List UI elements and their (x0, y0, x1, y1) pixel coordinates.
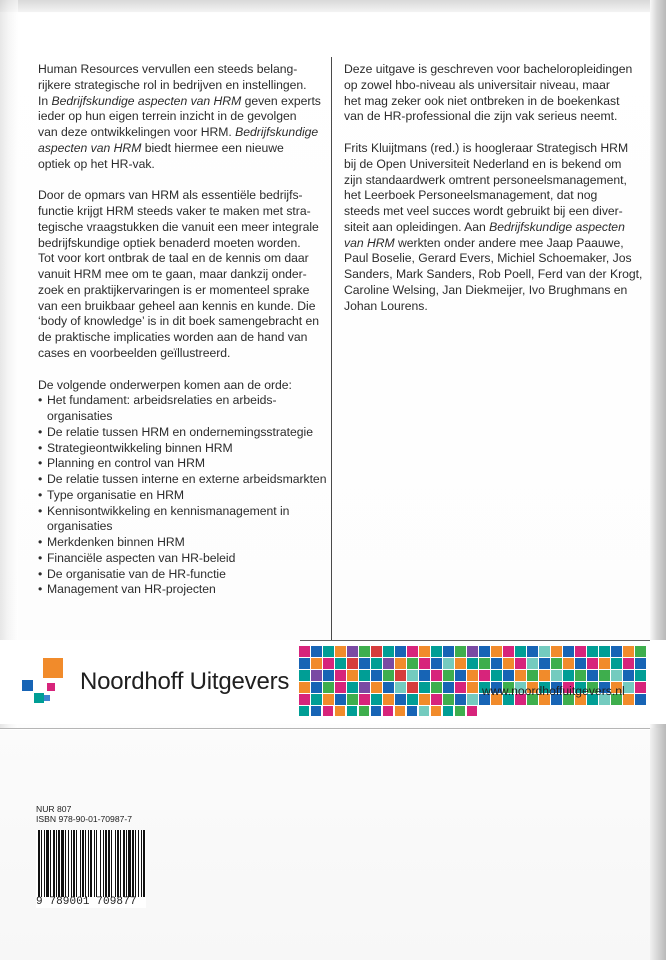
mosaic-square (479, 670, 490, 681)
mosaic-square (335, 646, 346, 657)
mosaic-square (635, 646, 646, 657)
barcode-bar (126, 830, 127, 897)
mosaic-square (455, 658, 466, 669)
mosaic-square (359, 670, 370, 681)
barcode-bar (94, 830, 95, 897)
mosaic-square (335, 682, 346, 693)
topic-line: organisaties (47, 409, 113, 423)
mosaic-square (347, 658, 358, 669)
body-paragraph (38, 188, 324, 361)
mosaic-square (431, 706, 441, 716)
author-line (344, 283, 630, 299)
mosaic-square (323, 658, 334, 669)
logo-blue-square (22, 680, 33, 691)
intro-line (38, 109, 324, 125)
mosaic-square (371, 658, 382, 669)
topic-line: • Financiële aspecten van HR-beleid (47, 550, 236, 565)
mosaic-square (419, 706, 429, 716)
mosaic-square (407, 682, 418, 693)
topic-item (38, 504, 324, 536)
topic-item (38, 393, 324, 425)
mosaic-square (311, 670, 322, 681)
body-line: Tot voor kort ontbrak de taal en de kennis om daar (38, 251, 309, 266)
mosaic-square (299, 670, 310, 681)
mosaic-square (515, 646, 526, 657)
mosaic-square (527, 670, 538, 681)
body-text: Paul Boselie, Gerard Evers, Michiel Schoemaker, Jos (344, 251, 632, 266)
right-text-column (344, 62, 643, 330)
body-line: Door de opmars van HRM als essentiële bedrijfs- (38, 188, 303, 203)
topic-line: • Planning en control van HRM (47, 456, 205, 471)
topic-line: • Kennisontwikkeling en kennismanagement in (47, 503, 290, 518)
mosaic-square (587, 670, 598, 681)
author-line (344, 236, 630, 252)
topic-line: • De relatie tussen interne en externe arbeidsmarkten (47, 472, 327, 486)
topic-line: organisaties (47, 519, 113, 534)
publisher-name: Noordhoff Uitgevers (80, 668, 290, 695)
top-cover-edge (0, 0, 666, 12)
intro-line (38, 78, 324, 94)
mosaic-square (335, 658, 346, 669)
barcode-bar (82, 830, 84, 897)
audience-paragraph (344, 62, 633, 125)
mosaic-square (455, 646, 466, 657)
barcode-bar (50, 830, 51, 897)
mosaic-square (539, 670, 550, 681)
italic-text: van HRM (344, 235, 395, 250)
intro-line (38, 125, 324, 141)
mosaic-square (455, 682, 466, 693)
mosaic-square (359, 658, 370, 669)
body-line: vanuit HRM mee om te gaan, maar dankzij onder- (38, 267, 307, 281)
mosaic-square (443, 706, 453, 716)
barcode-bar (53, 830, 55, 897)
mosaic-square (563, 658, 574, 669)
body-line: bedrijfskundige optiek benaderd moeten worden. (38, 235, 301, 250)
mosaic-square (347, 706, 357, 716)
mosaic-square (551, 646, 562, 657)
mosaic-square (635, 682, 646, 693)
mosaic-square (323, 682, 334, 693)
italic-text: Bedrijfskundige aspecten van HRM (51, 93, 242, 108)
mosaic-square (311, 706, 321, 716)
mosaic-square (611, 670, 622, 681)
mosaic-square (323, 706, 333, 716)
mosaic-square (359, 694, 370, 705)
barcode-bar (61, 830, 64, 897)
barcode-bar (128, 830, 131, 897)
italic-text: Bedrijfskundige aspecten (489, 219, 625, 234)
barcode-bar (90, 830, 92, 897)
mosaic-square (431, 682, 442, 693)
noordhoff-logo-icon (22, 658, 70, 706)
mosaic-square (419, 646, 430, 657)
author-line (344, 141, 630, 157)
barcode-bar (46, 830, 49, 897)
barcode-meta (36, 804, 132, 824)
mosaic-square (551, 670, 562, 681)
mosaic-square (599, 658, 610, 669)
barcode-bars (36, 830, 146, 897)
mosaic-square (335, 694, 346, 705)
body-text: geven experts (241, 93, 321, 108)
mosaic-square (467, 682, 478, 693)
intro-line (38, 141, 324, 157)
body-line: cases en voorbeelden geïllustreerd. (38, 345, 231, 360)
mosaic-square (587, 658, 598, 669)
mosaic-square (407, 670, 418, 681)
barcode-bar (111, 830, 112, 897)
mosaic-square (419, 682, 430, 693)
intro-line (38, 94, 324, 110)
mosaic-square (551, 658, 562, 669)
author-line (344, 173, 630, 189)
nur-code: NUR 807 (36, 804, 72, 814)
mosaic-square (395, 646, 406, 657)
topic-item (38, 441, 324, 457)
topic-line: • Type organisatie en HRM (47, 487, 185, 502)
topics-section (38, 377, 327, 599)
author-line (344, 157, 630, 173)
mosaic-square (371, 694, 382, 705)
body-line: van een bruikbaar geheel aan kennis en kunde. Die (38, 298, 316, 313)
logo-orange-square (43, 658, 63, 678)
barcode-number: 9 789001 709877 (36, 896, 137, 908)
barcode-bar (76, 830, 77, 897)
mosaic-square (395, 694, 406, 705)
mosaic-square (347, 670, 358, 681)
mosaic-square (299, 706, 309, 716)
mosaic-square (443, 670, 454, 681)
left-text-column (38, 62, 327, 598)
barcode-bar (105, 830, 107, 897)
barcode-bar (38, 830, 40, 897)
body-text: biedt hiermee een nieuwe (141, 140, 284, 155)
author-line (344, 267, 643, 283)
mosaic-square (455, 706, 465, 716)
mosaic-square (563, 670, 574, 681)
body-line: tegische vraagstukken die vanuit een meer integrale (38, 219, 319, 234)
publisher-band (0, 640, 666, 724)
mosaic-square (335, 706, 345, 716)
body-text: zijn standaardwerk omtrent personeelsmanagement, (344, 172, 627, 187)
mosaic-square (311, 646, 322, 657)
barcode-bar (58, 830, 60, 897)
mosaic-square (395, 682, 406, 693)
isbn-code: ISBN 978-90-01-70987-7 (36, 814, 133, 824)
mosaic-square (539, 646, 550, 657)
mosaic-square (419, 670, 430, 681)
italic-text: aspecten van HRM (38, 140, 142, 155)
mosaic-square (503, 658, 514, 669)
mosaic-square (467, 670, 478, 681)
mosaic-square (323, 694, 334, 705)
topic-item (38, 425, 324, 441)
body-text: rijkere strategische rol in bedrijven en instellingen. (38, 77, 307, 92)
mosaic-square (527, 646, 538, 657)
barcode-bar (123, 830, 125, 897)
mosaic-square (443, 646, 454, 657)
mosaic-square (299, 658, 310, 669)
mosaic-square (383, 682, 394, 693)
body-text: Human Resources vervullen een steeds belang- (38, 62, 298, 76)
barcode-bar (138, 830, 139, 897)
mosaic-square (491, 670, 502, 681)
mosaic-square (623, 646, 634, 657)
mosaic-square (443, 694, 454, 705)
mosaic-square (311, 694, 322, 705)
mosaic-square (431, 658, 442, 669)
barcode-bar (135, 830, 136, 897)
mosaic-square (431, 646, 442, 657)
mosaic-square (455, 670, 466, 681)
mosaic-square (623, 670, 634, 681)
author-line (344, 188, 630, 204)
mosaic-square (491, 658, 502, 669)
mosaic-square (359, 706, 369, 716)
mosaic-square (347, 694, 358, 705)
mosaic-square (383, 658, 394, 669)
body-line: zoek en praktijkervaringen is er momenteel sprake (38, 282, 310, 297)
mosaic-square (419, 694, 430, 705)
mosaic-square (431, 670, 442, 681)
mosaic-square (395, 658, 406, 669)
mosaic-square (599, 646, 610, 657)
mosaic-square (491, 646, 502, 657)
topic-item (38, 488, 324, 504)
mosaic-square (563, 646, 574, 657)
body-text: bij de Open Universiteit Nederland en is bekend om (344, 156, 622, 171)
body-text: van deze ontwikkelingen voor HRM. (38, 125, 236, 139)
mosaic-square (623, 658, 634, 669)
mosaic-square (407, 658, 418, 669)
mosaic-square (371, 670, 382, 681)
barcode-bar (41, 830, 42, 897)
topic-line: • De organisatie van de HR-functie (47, 566, 226, 581)
barcode (36, 830, 146, 908)
mosaic-square (467, 658, 478, 669)
logo-teal-square (34, 693, 44, 703)
topic-item (38, 582, 324, 598)
barcode-bar (100, 830, 101, 897)
mosaic-square (515, 670, 526, 681)
barcode-bar (65, 830, 66, 897)
barcode-bar (108, 830, 110, 897)
body-line: ‘body of knowledge’ is in dit boek samengebracht en (38, 314, 320, 329)
mosaic-square (383, 670, 394, 681)
mosaic-square (467, 706, 477, 716)
mosaic-square (599, 670, 610, 681)
author-paragraph (344, 141, 643, 314)
mosaic-square (383, 694, 394, 705)
mosaic-square (371, 646, 382, 657)
mosaic-square (419, 658, 430, 669)
body-line: de praktische implicaties worden aan de hand van (38, 330, 308, 344)
audience-line: van de HR-professional die zijn vak serieus neemt. (344, 109, 618, 124)
barcode-bar (115, 830, 116, 897)
mosaic-square (575, 646, 586, 657)
mosaic-square (455, 694, 466, 705)
mosaic-square (299, 646, 310, 657)
mosaic-square (527, 658, 538, 669)
mosaic-square (443, 658, 454, 669)
mosaic-square (383, 646, 394, 657)
topics-list (38, 393, 327, 598)
publisher-url[interactable]: www.noordhoffuitgevers.nl (482, 684, 625, 698)
topic-line: • Merkdenken binnen HRM (47, 535, 185, 549)
barcode-bar (44, 830, 45, 897)
mosaic-square (467, 694, 478, 705)
mosaic-square (479, 646, 490, 657)
body-text: Caroline Welsing, Jan Diekmeijer, Ivo Brughmans en (344, 282, 628, 297)
mosaic-square (395, 670, 406, 681)
mosaic-square (539, 658, 550, 669)
intro-line (38, 157, 324, 173)
topics-intro: De volgende onderwerpen komen aan de orde: (38, 377, 292, 392)
mosaic-square (515, 658, 526, 669)
topic-item (38, 456, 324, 472)
mosaic-square (575, 670, 586, 681)
barcode-bar (143, 830, 145, 897)
body-text: Sanders, Mark Sanders, Rob Poell, Ferd van der Krogt, (344, 267, 643, 281)
barcode-bar (56, 830, 57, 897)
barcode-bar (132, 830, 134, 897)
body-text: Johan Lourens. (344, 298, 428, 313)
barcode-bar (96, 830, 97, 897)
mosaic-square (479, 658, 490, 669)
body-text: ieder op hun eigen terrein inzicht in de gevolgen (38, 109, 297, 124)
intro-line (38, 62, 324, 78)
mosaic-square (359, 682, 370, 693)
barcode-bar (71, 830, 72, 897)
topic-item (38, 535, 324, 551)
author-line (344, 220, 630, 236)
mosaic-square (395, 706, 405, 716)
topic-line: • Strategieontwikkeling binnen HRM (47, 440, 233, 455)
topic-line: • De relatie tussen HRM en ondernemingsstrategie (47, 424, 313, 439)
mosaic-square (407, 646, 418, 657)
mosaic-square (587, 646, 598, 657)
italic-text: Bedrijfskundige (235, 125, 319, 139)
mosaic-square (431, 694, 442, 705)
mosaic-square (323, 670, 334, 681)
mosaic-square (335, 670, 346, 681)
mosaic-square (299, 694, 310, 705)
mosaic-square (407, 694, 418, 705)
audience-line: op zowel hbo-niveau als universitair niveau, maar (344, 77, 610, 92)
mosaic-square (503, 646, 514, 657)
column-divider (331, 57, 332, 651)
logo-small-blue-square (44, 695, 50, 701)
mosaic-square (611, 646, 622, 657)
mosaic-square (299, 682, 310, 693)
body-text: steeds met veel succes wordt gebruikt bij een diver- (344, 204, 623, 218)
topic-item (38, 472, 327, 488)
body-text: siteit aan opleidingen. Aan (344, 219, 490, 234)
mosaic-square (503, 670, 514, 681)
mosaic-square (635, 694, 646, 705)
barcode-bar (85, 830, 86, 897)
barcode-bar (141, 830, 142, 897)
author-line (344, 299, 630, 315)
bottom-right-shadow (650, 728, 666, 960)
body-text: het Leerboek Personeelsmanagement, dat nog (344, 188, 598, 203)
audience-line: het mag zeker ook niet ontbreken in de boekenkast (344, 93, 620, 108)
author-line (344, 204, 630, 220)
mosaic-square (311, 682, 322, 693)
author-line (344, 251, 630, 267)
mosaic-square (467, 646, 478, 657)
mosaic-square (371, 706, 381, 716)
mosaic-square (575, 658, 586, 669)
mosaic-square (323, 646, 334, 657)
mosaic-square (407, 706, 417, 716)
mosaic-square (443, 682, 454, 693)
barcode-bar (68, 830, 69, 897)
logo-pink-square (47, 683, 55, 691)
topic-item (38, 567, 324, 583)
topic-item (38, 551, 324, 567)
body-text: In (38, 93, 52, 108)
barcode-bar (103, 830, 104, 897)
mosaic-square (635, 670, 646, 681)
topic-line: • Management van HR-projecten (47, 582, 216, 597)
body-text: optiek op het HR-vak. (38, 156, 155, 171)
body-text: Frits Kluijtmans (red.) is hoogleraar Strategisch HRM (344, 141, 629, 155)
mosaic-square (359, 646, 370, 657)
topic-line: • Het fundament: arbeidsrelaties en arbeids- (47, 393, 277, 408)
mosaic-square (311, 658, 322, 669)
mosaic-square (371, 682, 382, 693)
body-line: functie krijgt HRM steeds vaker te maken met stra- (38, 204, 311, 218)
barcode-bar (73, 830, 75, 897)
publisher-rule (300, 640, 650, 641)
barcode-bar (88, 830, 89, 897)
mosaic-square (635, 658, 646, 669)
audience-line: Deze uitgave is geschreven voor bacheloropleidingen (344, 62, 633, 76)
barcode-bar (120, 830, 121, 897)
mosaic-square (383, 706, 393, 716)
barcode-bar (80, 830, 81, 897)
barcode-bar (117, 830, 119, 897)
mosaic-square (347, 646, 358, 657)
mosaic-square (347, 682, 358, 693)
color-mosaic (299, 646, 647, 716)
intro-paragraph (38, 62, 324, 172)
body-text: werkten onder andere mee Jaap Paauwe, (394, 235, 624, 250)
mosaic-square (611, 658, 622, 669)
